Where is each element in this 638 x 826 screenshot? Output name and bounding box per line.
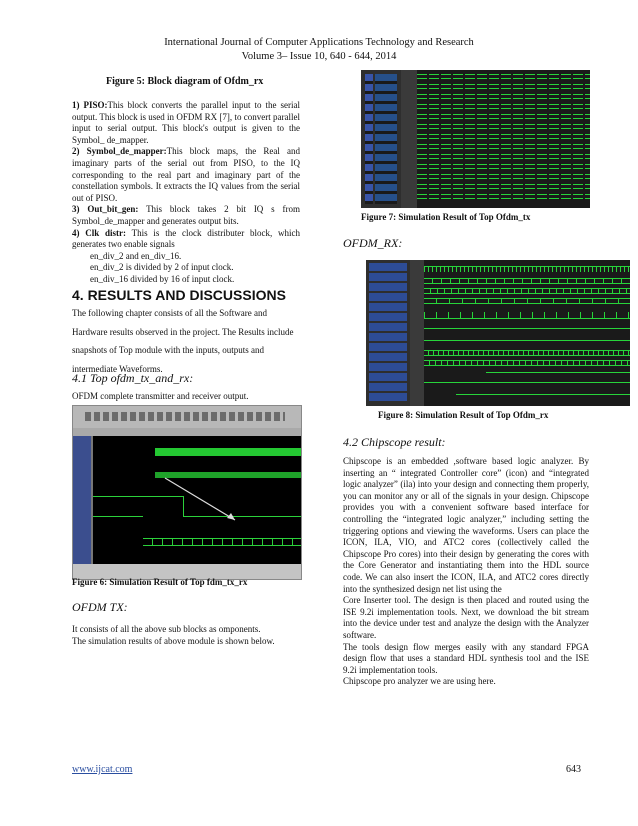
symbol-de-mapper-paragraph: [72, 146, 300, 204]
data-trace: [424, 350, 630, 356]
data-trace: [424, 298, 630, 304]
figure-7-caption: Figure 7: Simulation Result of Top Ofdm_tx: [361, 212, 531, 222]
chipscope-paragraph-4: Chipscope pro analyzer we are using here.: [343, 676, 496, 687]
ofdm-tx-line-1: It consists of all the above sub blocks as omponents.: [72, 624, 261, 634]
chipscope-paragraph-3: The tools design flow merges easily with any standard FPGA design flow that uses a standard HDL synthesis tool and the ISE 9.2i implementation tools.: [343, 641, 589, 675]
clock-trace: [424, 266, 630, 272]
journal-volume: Volume 3– Issue 10, 640 - 644, 2014: [241, 51, 397, 62]
clk-line: en_div_16 divided by 16 of input clock.: [90, 273, 235, 284]
figure-5-caption: Figure 5: Block diagram of Ofdm_rx: [106, 76, 264, 87]
out-bit-gen-text: This block takes 2 bit IQ s from Symbol_de_mapper and generates output bits.: [72, 204, 301, 226]
signal-names-panel: [366, 260, 410, 406]
data-trace: [424, 278, 630, 284]
signal-bus-3: [143, 538, 301, 546]
figure-7-image: [361, 70, 590, 208]
out-bit-gen-term: 3) Out_bit_gen:: [72, 204, 139, 215]
ofdm-rx-heading: OFDM_RX:: [343, 236, 403, 250]
figure-6-image: [72, 405, 302, 580]
arrow-annotation-icon: [163, 476, 243, 526]
toolbar-icons: [85, 412, 285, 421]
chipscope-text: [343, 456, 589, 688]
out-bit-gen-paragraph: [72, 204, 300, 227]
chipscope-paragraph-2: Core Inserter tool. The design is then placed and routed using the ISE 9.2i implementation tools. Next, we download the bit stream into the device under test and analyze the design with the Analyzer software.: [343, 595, 589, 640]
clk-line: en_div_2 is divided by 2 of input clock.: [90, 262, 234, 273]
symbol-de-mapper-text: This block maps, the Real and imaginary parts of the serial out from PISO, to the IQ corresponding to the real part and imaginary part of the constellation symbols. It extracts the IQ values from the serial out of PISO.: [72, 146, 301, 203]
figure-6-caption: Figure 6: Simulation Result of Top fdm_tx_rx: [72, 577, 248, 587]
toolbar-row: [73, 428, 301, 436]
signal-names-panel: [73, 436, 91, 564]
section-4-heading: 4. RESULTS AND DISCUSSIONS: [72, 287, 286, 303]
simulator-toolbar: [73, 406, 301, 428]
ofdm-tx-heading: OFDM TX:: [72, 600, 128, 614]
waveform-area: [73, 436, 301, 564]
enable-trace: [424, 312, 630, 319]
journal-website-link[interactable]: www.ijcat.com: [72, 764, 133, 775]
data-trace: [424, 288, 630, 294]
piso-text: This block converts the parallel input to the serial output. This block is used in OFDM RX [7], to convert parallel input to serial output. This block's output is given to the Symbol_ de_mapper.: [72, 100, 301, 145]
clk-line: en_div_2 and en_div_16.: [90, 250, 182, 261]
ofdm-tx-text: [72, 624, 312, 647]
ofdm-tx-line-2: The simulation results of above module is shown below.: [72, 635, 275, 646]
subsection-4-2-heading: 4.2 Chipscope result:: [343, 435, 446, 449]
symbol-de-mapper-term: 2) Symbol_de_mapper:: [72, 146, 167, 157]
subsection-4-1-heading: 4.1 Top ofdm_tx_and_rx:: [72, 371, 194, 385]
subsection-4-1-text: OFDM complete transmitter and receiver output.: [72, 391, 249, 401]
piso-term: 1) PISO:: [72, 100, 108, 110]
signal-bus-1: [155, 448, 301, 456]
clk-distr-text: This is the clock distributer block, which generates two enable signals: [72, 227, 300, 250]
block-descriptions: [72, 100, 300, 286]
chipscope-paragraph-1: Chipscope is an embedded ,software based logic analyzer. By inserting an “ integrated Controller core” (icon) and “integrated logic analyzer” (ila) into your design and connecting them properly, you can monitor any or all of the signals in your design. Chipscope provides you with a convenient software based interface for controlling the “integrated logic analyzer,” including setting the triggering options and viewing the waveforms. Users can place the ICON, ILA, VIO, and ATC2 cores (collectively called the Chipscope Pro cores) into their design by generating the cores with the Core Generator and instantiating them into the HDL source code. We can also insert the ICON, ILA, and ATC2 cores directly into the synthesized design net list using the: [343, 456, 589, 594]
clk-distr-term: 4) Clk distr:: [72, 227, 127, 238]
signal-names-panel: [361, 70, 401, 208]
journal-title: International Journal of Computer Applications Technology and Research: [164, 37, 474, 48]
clk-distr-paragraph: [72, 228, 300, 251]
page-number: 643: [566, 764, 581, 775]
data-trace: [424, 360, 630, 366]
section-4-text: The following chapter consists of all the Software and Hardware results observed in the project. The Results include snapshots of Top module with the inputs, outputs and intermediate Waveforms.: [72, 308, 294, 374]
figure-8-image: [366, 260, 630, 406]
piso-paragraph: [72, 100, 300, 146]
figure-8-caption: Figure 8: Simulation Result of Top Ofdm_rx: [378, 410, 549, 420]
